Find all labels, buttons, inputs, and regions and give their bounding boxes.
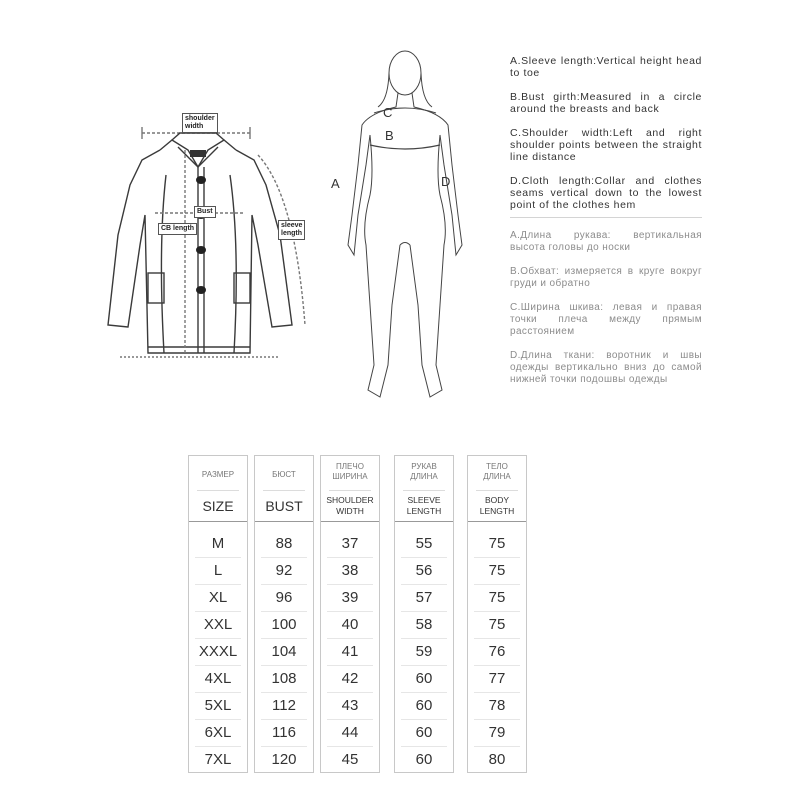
table-cell: 7XL (204, 751, 232, 768)
column-values (468, 531, 526, 773)
size-column-bust (254, 455, 314, 773)
column-header-ru: РУКАВ ДЛИНА (410, 462, 438, 481)
table-cell: 44 (327, 720, 373, 747)
description-shoulder-en: C.Shoulder width:Left and right shoulder points between the straight line distance (510, 127, 702, 163)
table-cell: 57 (401, 585, 447, 612)
table-cell: 55 (401, 531, 447, 558)
table-cell: 112 (261, 693, 307, 720)
column-header-ru: БЮСТ (272, 470, 296, 479)
description-bust-ru: B.Обхват: измеряется в круге вокруг груди и обратно (510, 266, 702, 289)
table-cell: 60 (401, 720, 447, 747)
coat-label-bust: Bust (194, 206, 216, 218)
coat-label-sleeve: sleeve length (278, 220, 305, 240)
description-shoulder-ru: C.Ширина шкива: левая и правая точки плеча между прямым расстоянием (510, 302, 702, 337)
header-divider (263, 490, 305, 491)
table-cell: 116 (261, 720, 307, 747)
table-cell: 77 (474, 666, 520, 693)
table-cell: 96 (261, 585, 307, 612)
table-cell: 60 (401, 693, 447, 720)
column-values (321, 531, 379, 773)
description-bust-en: B.Bust girth:Measured in a circle around the breasts and back (510, 91, 702, 115)
table-cell: 43 (327, 693, 373, 720)
header-underline (321, 521, 379, 522)
table-cell: 76 (474, 639, 520, 666)
header-divider (476, 490, 518, 491)
column-header-ru: РАЗМЕР (201, 470, 235, 479)
table-cell: 120 (271, 751, 297, 768)
body-letter-c: C (383, 105, 393, 120)
body-letter-d: D (441, 174, 451, 189)
column-values (395, 531, 453, 773)
header-divider (329, 490, 371, 491)
coat-label-shoulder: shoulder width (182, 113, 218, 133)
table-cell: 37 (327, 531, 373, 558)
description-length-ru: D.Длина ткани: воротник и швы одежды вертикально вниз до самой нижней точки подошвы одежды (510, 350, 702, 385)
body-letter-b: B (385, 128, 394, 143)
column-header-en: BODY LENGTH (479, 495, 515, 516)
header-underline (395, 521, 453, 522)
column-header-en: SHOULDER WIDTH (326, 495, 374, 516)
table-cell: 41 (327, 639, 373, 666)
table-cell: M (195, 531, 241, 558)
table-cell: 58 (401, 612, 447, 639)
table-cell: 75 (474, 531, 520, 558)
table-cell: 56 (401, 558, 447, 585)
header-underline (189, 521, 247, 522)
table-cell: 42 (327, 666, 373, 693)
table-cell: 79 (474, 720, 520, 747)
body-letter-a: A (331, 176, 340, 191)
header-divider (197, 490, 239, 491)
description-sleeve-ru: A.Длина рукава: вертикальная высота головы до носки (510, 230, 702, 253)
column-values (255, 531, 313, 773)
table-cell: XXXL (195, 639, 241, 666)
header-divider (403, 490, 445, 491)
column-header-ru: ПЛЕЧО ШИРИНА (332, 462, 368, 481)
description-divider (510, 217, 702, 218)
table-cell: 45 (341, 751, 359, 768)
table-cell: 5XL (195, 693, 241, 720)
table-cell: XXL (195, 612, 241, 639)
table-cell: 40 (327, 612, 373, 639)
table-cell: 60 (401, 666, 447, 693)
table-cell: 75 (474, 612, 520, 639)
table-cell: 78 (474, 693, 520, 720)
column-header-en: BUST (265, 498, 303, 514)
table-cell: 75 (474, 585, 520, 612)
table-cell: 108 (261, 666, 307, 693)
table-cell: 60 (415, 751, 433, 768)
size-column-size (188, 455, 248, 773)
coat-diagram (100, 105, 320, 370)
description-sleeve-en: A.Sleeve length:Vertical height head to toe (510, 55, 702, 79)
table-cell: 59 (401, 639, 447, 666)
table-cell: 104 (261, 639, 307, 666)
table-cell: 39 (327, 585, 373, 612)
table-cell: 6XL (195, 720, 241, 747)
table-cell: 75 (474, 558, 520, 585)
body-diagram (330, 45, 480, 405)
header-underline (255, 521, 313, 522)
table-cell: 92 (261, 558, 307, 585)
description-length-en: D.Cloth length:Collar and clothes seams vertical down to the lowest point of the clothes hem (510, 175, 702, 211)
table-cell: 88 (261, 531, 307, 558)
body-silhouette (330, 45, 480, 405)
coat-label-cb-length: CB length (158, 223, 197, 235)
size-column-body-length (467, 455, 527, 773)
size-column-shoulder-width (320, 455, 380, 773)
table-cell: 80 (488, 751, 506, 768)
column-values (189, 531, 247, 773)
header-underline (468, 521, 526, 522)
table-cell: XL (195, 585, 241, 612)
table-cell: 100 (261, 612, 307, 639)
table-cell: 4XL (195, 666, 241, 693)
size-column-sleeve-length (394, 455, 454, 773)
column-header-en: SLEEVE LENGTH (406, 495, 442, 516)
column-header-en: SIZE (202, 498, 234, 514)
table-cell: L (195, 558, 241, 585)
column-header-ru: ТЕЛО ДЛИНА (483, 462, 511, 481)
table-cell: 38 (327, 558, 373, 585)
